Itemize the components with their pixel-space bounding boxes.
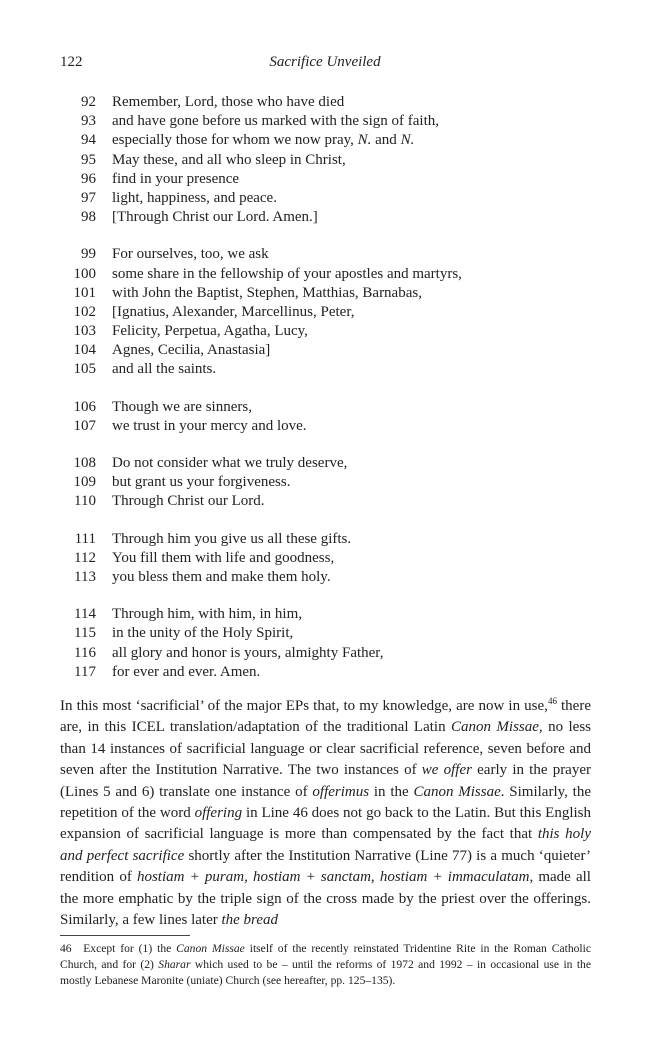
text-run: for ever and ever. Amen. [112,663,261,680]
line-number: 112 [74,549,96,566]
text-run: [Ignatius, Alexander, Marcellinus, Peter, [112,303,355,320]
line-number: 115 [74,625,96,642]
line-number: 116 [74,644,96,661]
italic-text: offerimus [312,783,370,800]
text-run: itself of the recently reinstated Tridentine Rite in the Roman Catholic Church, and for (2) [60,942,592,971]
text-run: find in your presence [112,170,240,187]
text-run: there are, in this ICEL translation/adaptation of the traditional Latin [60,698,591,736]
line-number: 106 [73,398,96,415]
prayer-stanza [60,454,600,512]
italic-text: Sharar [158,958,191,971]
text-run: you bless them and make them holy. [112,568,331,585]
prayer-line [60,605,600,624]
italic-text: Canon Missae [451,719,539,736]
line-number: 107 [73,417,96,434]
line-number: 97 [81,189,96,206]
prayer-line [60,208,600,227]
text-run: 46 Except for (1) the [60,942,177,955]
prayer-line [60,663,600,682]
prayer-line [60,170,600,189]
line-number: 99 [81,246,96,263]
line-text [112,265,600,284]
italic-text: hostiam + puram, hostiam + sanctam, hostiam + immaculatam [136,869,530,886]
line-text [112,303,600,322]
prayer-line [60,644,600,663]
text-run: we trust in your mercy and love. [112,417,307,434]
text-run: in the unity of the Holy Spirit, [112,625,294,642]
prayer-line [60,131,600,150]
text-run: all glory and honor is yours, almighty Father, [112,644,384,661]
text-run: , made all the more emphatic by the triple sign of the cross made by the priest over the offerings. Similarly, a few lines later [60,869,591,929]
text-run: in Line 46 does not go back to the Latin. But this English expansion of sacrificial language is more than compensated by the fact that [60,805,591,843]
prayer-line [60,417,600,436]
text-run: Agnes, Cecilia, Anastasia] [112,342,271,359]
line-number: 114 [74,606,96,623]
text-run: [Through Christ our Lord. Amen.] [112,209,318,226]
text-run: May these, and all who sleep in Christ, [112,151,346,168]
prayer-line [60,245,600,264]
line-text [112,360,600,379]
line-number: 110 [74,493,96,510]
text-run: Though we are sinners, [112,398,252,415]
prayer-line [60,360,600,379]
italic-text: Canon Missae [176,942,245,955]
text-run: light, happiness, and peace. [112,189,277,206]
line-number: 98 [81,209,96,226]
text-run: . Similarly, the repetition of the word [60,783,592,822]
text-run: early in the prayer (Lines 5 and 6) translate one instance of [60,762,591,800]
line-number: 103 [73,323,96,340]
body-paragraph [60,696,591,931]
prayer-line [60,454,600,473]
line-text [112,341,600,360]
line-number: 105 [73,361,96,378]
line-number: 96 [81,170,96,187]
text-run: Through Christ our Lord. [112,493,265,510]
prayer-line [60,492,600,511]
prayer-line [60,624,600,643]
footnote-46 [60,941,591,989]
line-number: 113 [74,568,96,585]
paragraph-text [60,696,591,931]
line-text [112,322,600,341]
text-run: Do not consider what we truly deserve, [112,455,348,471]
prayer-line [60,568,600,587]
text-run: with John the Baptist, Stephen, Matthias, Barnabas, [112,284,422,301]
text-run: , no less than 14 instances of sacrificial language or clear sacrificial reference, seven before and seven after the Institution Narrative. The two instances of [60,719,592,779]
line-text [112,189,600,208]
text-run: and have gone before us marked with the sign of faith, [112,113,439,130]
line-text [112,644,600,663]
prayer-line [60,151,600,170]
line-text [112,284,600,303]
line-number: 100 [73,265,96,282]
text-run: but grant us your forgiveness. [112,474,291,491]
prayer-stanza [60,93,600,227]
text-run: For ourselves, too, we ask [112,246,269,263]
italic-text: the bread [221,912,278,929]
line-text [112,473,600,492]
prayer-stanza [60,245,600,379]
prayer-line [60,549,600,568]
eucharistic-prayer-text [60,93,600,700]
line-text [112,208,600,227]
prayer-stanza [60,398,600,436]
prayer-line [60,303,600,322]
line-number: 102 [73,303,96,320]
italic-text: we offer [421,762,472,779]
prayer-line [60,284,600,303]
text-run: In this most ‘sacrificial’ of the major EPs that, to my knowledge, are now in use, [60,698,548,714]
text-run: which used to be – until the reforms of 1972 and 1992 – in occasional use in the mostly Lebanese Maronite (uniate) Church (see hereafter, pp. 125–135). [60,958,591,987]
page-number: 122 [60,54,83,70]
line-number: 94 [81,132,96,149]
line-number: 109 [73,474,96,491]
italic-text: N. [400,132,415,149]
italic-text: this holy and perfect sacrifice [60,826,591,864]
text-run: and [371,132,401,149]
line-text [112,624,600,643]
line-text [112,454,600,473]
prayer-line [60,189,600,208]
line-number: 93 [81,113,96,130]
line-number: 104 [73,342,96,359]
line-number: 108 [73,455,96,471]
italic-text: offering [194,805,243,822]
italic-text: Canon Missae [413,783,501,800]
line-number: 101 [73,284,96,301]
prayer-line [60,530,600,549]
line-text [112,605,600,624]
running-head: Sacrifice Unveiled [269,54,381,70]
italic-text: N. [357,132,372,149]
line-text [112,663,600,682]
text-run: in the [369,783,414,800]
text-run: Through him you give us all these gifts. [112,530,352,547]
line-text [112,170,600,189]
line-text [112,568,600,587]
line-text [112,151,600,170]
prayer-stanza [60,605,600,682]
text-run: especially those for whom we now pray, [112,132,358,149]
line-number: 95 [81,151,96,168]
line-number: 117 [74,663,96,680]
text-run: some share in the fellowship of your apostles and martyrs, [112,265,462,282]
text-run: Remember, Lord, those who have died [112,94,345,110]
prayer-line [60,473,600,492]
line-text [112,549,600,568]
prayer-line [60,341,600,360]
text-run: Through him, with him, in him, [112,606,302,623]
prayer-line [60,112,600,131]
prayer-stanza [60,530,600,588]
footnote-separator [60,935,190,936]
line-text [112,530,600,549]
line-number: 92 [81,94,96,110]
line-text [112,245,600,264]
footnote-ref: 46 [547,696,557,706]
prayer-line [60,265,600,284]
line-text [112,398,600,417]
prayer-line [60,93,600,112]
text-run: and all the saints. [112,361,217,378]
prayer-line [60,398,600,417]
text-run: Felicity, Perpetua, Agatha, Lucy, [112,323,308,340]
prayer-line [60,322,600,341]
text-run: shortly after the Institution Narrative (Line 77) is a much ‘quieter’ rendition of [60,847,591,886]
line-text [112,417,600,436]
line-text [112,112,600,131]
text-run: You fill them with life and goodness, [112,549,335,566]
line-number: 111 [74,530,96,547]
line-text [112,131,600,150]
line-text [112,492,600,511]
line-text [112,93,600,112]
